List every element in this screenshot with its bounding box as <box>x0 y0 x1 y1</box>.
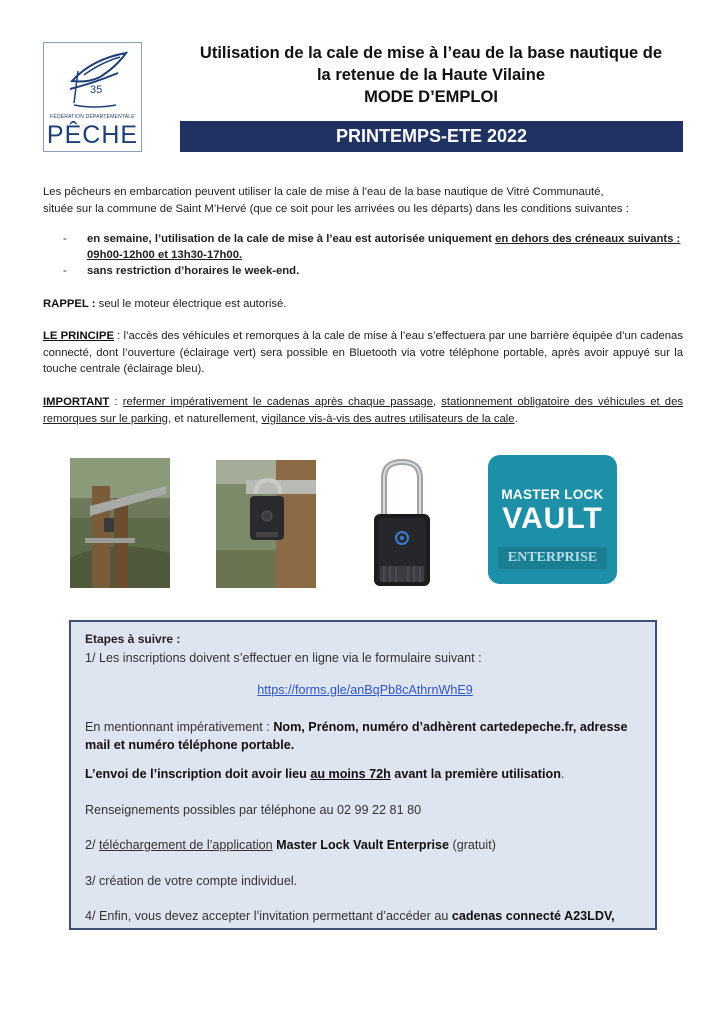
important-end: . <box>514 412 518 425</box>
conditions-list <box>63 231 683 279</box>
deadline-72h: au moins 72h <box>310 767 391 781</box>
step-2 <box>85 836 645 854</box>
required-info <box>85 718 645 754</box>
rappel-paragraph <box>43 296 683 313</box>
weekend-rule: sans restriction d’horaires le week-end. <box>87 265 300 277</box>
bullet-dash: - <box>63 265 67 277</box>
federation-logo <box>43 42 142 152</box>
deadline-a: L’envoi de l’inscription doit avoir lieu <box>85 767 311 781</box>
step-4 <box>85 907 645 925</box>
brand-line-2: VAULT <box>502 502 603 535</box>
required-info-prefix: En mentionnant impérativement : <box>85 720 274 734</box>
deadline-end: . <box>560 767 565 781</box>
intro-line-1: Les pêcheurs en embarcation peuvent utiliser la cale de mise à l’eau de la base nautique de Vitré Communauté, <box>43 186 604 198</box>
logo-federation-text: FÉDÉRATION DÉPARTEMENTALE <box>50 114 135 120</box>
steps-box <box>69 620 657 930</box>
rappel-text: seul le moteur électrique est autorisé. <box>95 298 287 310</box>
deadline-b: avant la première utilisation <box>390 767 561 781</box>
step-2-end: (gratuit) <box>449 838 496 852</box>
important-sep: : <box>109 396 123 408</box>
important-sep3: , et naturellement, <box>167 412 262 425</box>
step-4-lock-id: cadenas connecté A23LDV, <box>451 909 615 923</box>
registration-deadline <box>85 765 645 783</box>
intro-line-2: située sur la commune de Saint M’Hervé (que ce soit pour les arrivées ou les départs) dans les conditions suivantes : <box>43 202 629 215</box>
logo-peche-text: PÊCHE <box>46 121 139 149</box>
barrier-photo <box>70 458 170 588</box>
master-lock-vault-logo <box>488 455 617 584</box>
important-u3: vigilance vis-à-vis des autres utilisateurs de la cale <box>261 412 515 425</box>
step-3: 3/ création de votre compte individuel. <box>85 874 298 888</box>
step-2-download: téléchargement de l’application <box>99 838 273 852</box>
list-item <box>63 263 683 279</box>
important-sep2: , <box>433 396 442 408</box>
important-label: IMPORTANT <box>43 396 110 408</box>
principe-text: : l’accès des véhicules et remorques à la cale de mise à l’eau s’effectuera par une barrière équipée d’un cadenas connecté, dont l’ouverture (éclairage vert) sera possible en Bluetooth via votre téléphone portable, après avoir appuyé sur la touche centrale (éclairage bleu). <box>43 330 683 375</box>
step-1: 1/ Les inscriptions doivent s’effectuer en ligne via le formulaire suivant : <box>85 651 482 665</box>
step-4-text: 4/ Enfin, vous devez accepter l’invitation permettant d’accéder au <box>85 909 452 923</box>
steps-title: Etapes à suivre : <box>85 632 181 646</box>
season-banner: PRINTEMPS-ETE 2022 <box>180 121 683 152</box>
important-u1: refermer impérativement le cadenas après chaque passage <box>122 396 433 408</box>
important-paragraph <box>43 394 683 427</box>
page-title <box>180 42 682 108</box>
weekday-rule: en semaine, l’utilisation de la cale de mise à l’eau est autorisée uniquement <box>87 233 496 245</box>
principe-paragraph <box>43 328 683 378</box>
brand-line-3: ENTERPRISE <box>498 547 607 569</box>
title-line-1: Utilisation de la cale de mise à l’eau de la base nautique de <box>199 44 663 62</box>
important-u2: stationnement obligatoire des véhicules et des remorques sur le parking <box>43 396 683 425</box>
padlock-on-gate-photo <box>216 460 316 588</box>
rappel-label: RAPPEL : <box>43 298 96 310</box>
step-2-prefix: 2/ <box>85 838 100 852</box>
step-2-app-name: Master Lock Vault Enterprise <box>276 838 450 852</box>
phone-info: Renseignements possibles par téléphone au 02 99 22 81 80 <box>85 803 422 817</box>
principe-label: LE PRINCIPE <box>43 330 114 342</box>
title-line-2: la retenue de la Haute Vilaine <box>316 66 546 84</box>
list-item <box>63 231 683 263</box>
title-line-3: MODE D’EMPLOI <box>364 88 498 106</box>
weekday-hours: en dehors des créneaux suivants : 09h00-12h00 et 13h30-17h00. <box>87 233 681 261</box>
padlock-icon <box>370 458 434 590</box>
intro-paragraph <box>43 184 683 217</box>
registration-form-link[interactable]: https://forms.gle/anBqPb8cAthrnWhE9 <box>257 683 473 697</box>
required-info-fields: Nom, Prénom, numéro d’adhèrent cartedepeche.fr, adresse mail et numéro téléphone portable. <box>85 720 628 752</box>
logo-number: 35 <box>90 84 103 96</box>
brand-line-1: MASTER LOCK <box>501 487 604 502</box>
bullet-dash: - <box>63 233 67 245</box>
